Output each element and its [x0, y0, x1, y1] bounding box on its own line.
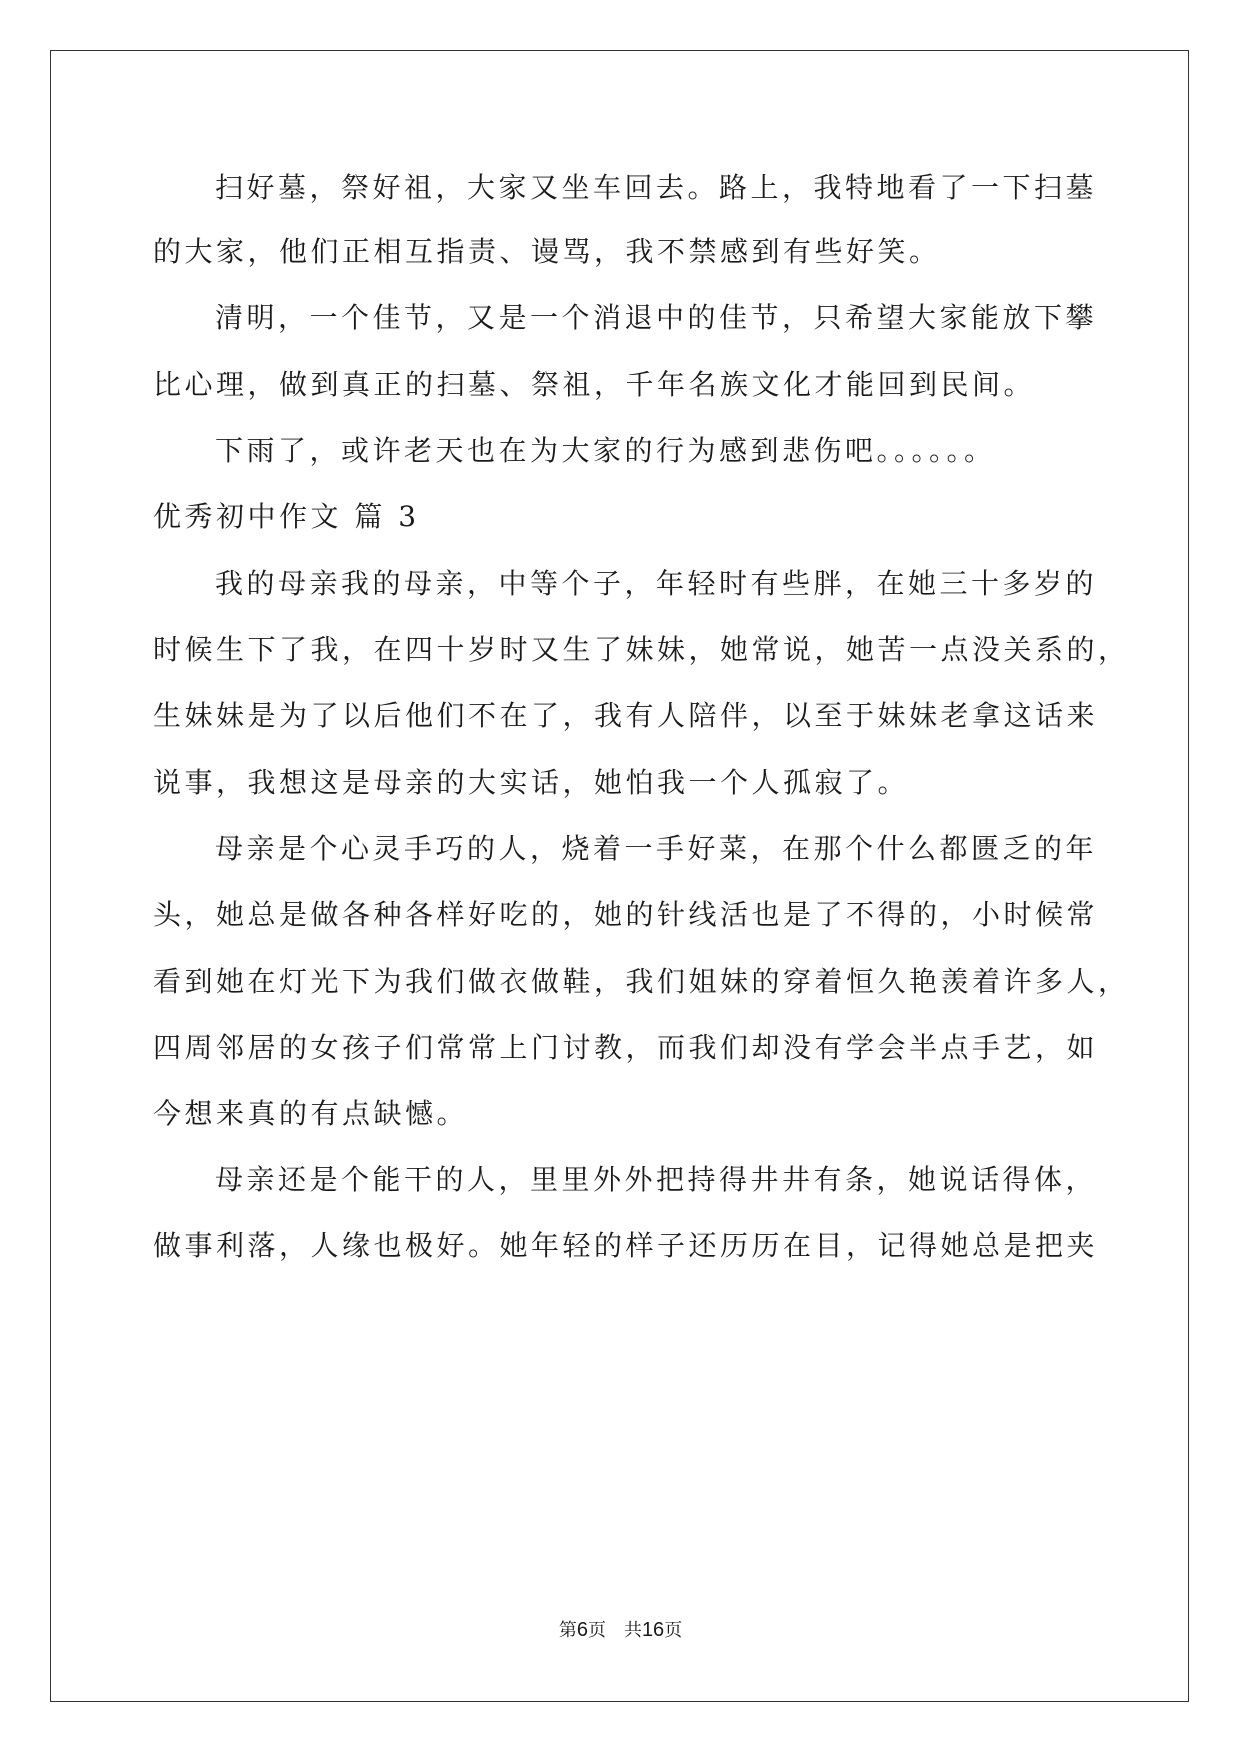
- page-mid: 页: [587, 1620, 606, 1641]
- paragraph-line: 清明，一个佳节，又是一个消退中的佳节，只希望大家能放下攀: [215, 301, 1098, 334]
- paragraph-line: 看到她在灯光下为我们做衣做鞋，我们姐妹的穿着恒久艳羡着许多人，: [153, 965, 1130, 998]
- paragraph-line: 比心理，做到真正的扫墓、祭祖，千年名族文化才能回到民间。: [153, 368, 1036, 401]
- paragraph-line: 时候生下了我，在四十岁时又生了妹妹，她常说，她苦一点没关系的，: [153, 633, 1130, 666]
- paragraph-line: 母亲是个心灵手巧的人，烧着一手好菜，在那个什么都匮乏的年: [215, 832, 1098, 865]
- paragraph-line: 说事，我想这是母亲的大实话，她怕我一个人孤寂了。: [153, 766, 910, 799]
- paragraph-line: 的大家，他们正相互指责、谩骂，我不禁感到有些好笑。: [153, 235, 941, 268]
- page-footer: [0, 1618, 1241, 1643]
- paragraph-line: 生妹妹是为了以后他们不在了，我有人陪伴，以至于妹妹老拿这话来: [153, 699, 1099, 732]
- paragraph-line: 头，她总是做各种各样好吃的，她的针线活也是了不得的，小时候常: [153, 898, 1099, 931]
- paragraph-line: 做事利落，人缘也极好。她年轻的样子还历历在目，记得她总是把夹: [153, 1229, 1099, 1262]
- paragraph-line: 今想来真的有点缺憾。: [153, 1097, 469, 1130]
- page-prefix: 第: [558, 1620, 577, 1641]
- paragraph-line: 下雨了，或许老天也在为大家的行为感到悲伤吧。。。。。。: [215, 434, 996, 467]
- paragraph-line: 我的母亲我的母亲，中等个子，年轻时有些胖，在她三十多岁的: [215, 567, 1098, 600]
- paragraph-line: 母亲还是个能干的人，里里外外把持得井井有条，她说话得体，: [215, 1163, 1098, 1196]
- paragraph-line: 扫好墓，祭好祖，大家又坐车回去。路上，我特地看了一下扫墓: [215, 171, 1098, 204]
- total-prefix: 共: [623, 1620, 642, 1641]
- current-page-number: 6: [576, 1619, 588, 1641]
- total-suffix: 页: [664, 1620, 683, 1641]
- section-heading: 优秀初中作文 篇 3: [153, 500, 420, 533]
- paragraph-line: 四周邻居的女孩子们常常上门讨教，而我们却没有学会半点手艺，如: [153, 1031, 1099, 1064]
- total-page-count: 16: [641, 1619, 665, 1641]
